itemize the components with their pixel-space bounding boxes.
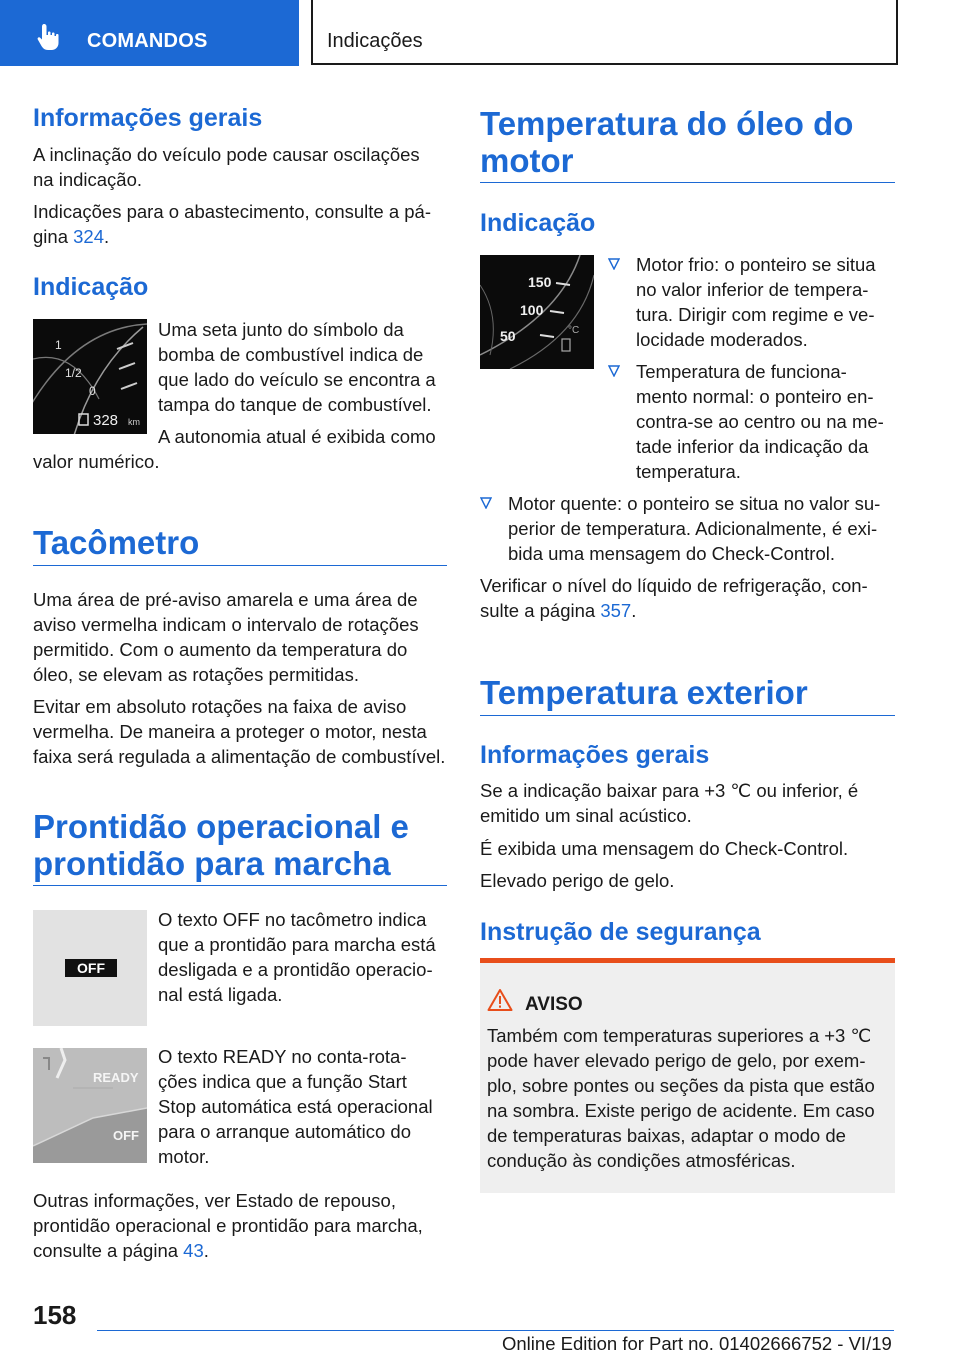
more-info-line: consulte a página 43. <box>33 1240 209 1261</box>
temp-label-100: 100 <box>520 302 544 318</box>
temp-unit: °C <box>568 325 580 336</box>
fuel-text-line: que lado do veículo se encontra a <box>158 369 436 390</box>
temp-label-150: 150 <box>528 274 552 290</box>
info-text-line: gina 324. <box>33 226 110 247</box>
oil-indication-heading: Indicação <box>480 209 596 237</box>
heading-rule <box>480 715 895 716</box>
info-heading: Informações gerais <box>33 104 263 132</box>
chapter-label: COMANDOS <box>87 30 208 52</box>
more-info-line: Outras informações, ver Estado de repouso, <box>33 1190 396 1211</box>
off-text-line: O texto OFF no tacômetro indica <box>158 909 427 930</box>
ready-off-label: OFF <box>113 1128 139 1143</box>
ext-info-heading: Informações gerais <box>480 741 710 769</box>
warning-text: Também com temperaturas superiores a +3 ℃ pode haver elevado perigo de gelo, por exem‐ plo, sobre pontes ou seções da pista que estão na sombra. Existe perigo de acidente. Em caso de temperaturas baixas, adaptar o modo de condução às condições atmosféricas. <box>487 1025 875 1171</box>
fuel-text-line: tampa do tanque de combustível. <box>158 394 432 415</box>
triangle-bullet-icon <box>480 497 492 509</box>
tach-text-line: óleo, se elevam as rotações permitidas. <box>33 664 359 685</box>
info-text-line: A inclinação do veículo pode causar oscilações <box>33 144 420 165</box>
coolant-text-line: Verificar o nível do líquido de refrigeração, con‐ <box>480 575 868 596</box>
page-number: 158 <box>33 1300 77 1330</box>
fuel-gauge-image <box>33 319 147 434</box>
off-text-line: que a prontidão para marcha está <box>158 934 436 955</box>
heading-rule <box>480 182 895 183</box>
heading-rule <box>33 565 447 566</box>
ready-text-line: motor. <box>158 1146 210 1167</box>
hand-pointer-icon <box>36 22 62 52</box>
oil-heading-line2: motor <box>480 142 574 179</box>
fuel-text-line: A autonomia atual é exibida como <box>158 426 436 447</box>
warning-box <box>480 958 895 1193</box>
fuel-range-unit: km <box>128 417 140 427</box>
oil-heading-line1: Temperatura do óleo do <box>480 105 854 142</box>
ready-heading-line1: Prontidão operacional e <box>33 808 409 845</box>
fuel-label-half: 1/2 <box>65 366 82 380</box>
triangle-bullet-icon <box>608 258 620 270</box>
fuel-text-line: valor numérico. <box>33 451 160 472</box>
off-text-line: nal está ligada. <box>158 984 283 1005</box>
temp-label-50: 50 <box>500 328 516 344</box>
tach-text-line: Uma área de pré-aviso amarela e uma área de <box>33 589 418 610</box>
ready-text-line: ções indica que a função Start <box>158 1071 407 1092</box>
section-header <box>311 0 898 65</box>
chapter-tab <box>0 0 299 66</box>
off-text-line: desligada e a prontidão operacio‐ <box>158 959 433 980</box>
ready-text-line: O texto READY no conta-rota‐ <box>158 1046 407 1067</box>
heading-rule <box>33 885 447 886</box>
oil-temp-gauge-image <box>480 255 594 369</box>
off-indicator-image <box>33 910 147 1026</box>
page-link-357[interactable]: 357 <box>600 600 632 621</box>
tach-heading: Tacômetro <box>33 524 200 561</box>
ready-label: READY <box>93 1070 139 1085</box>
off-label: OFF <box>65 959 117 977</box>
ext-text-line: Se a indicação baixar para +3 ℃ ou inferior, é <box>480 780 859 801</box>
ready-indicator-image <box>33 1048 147 1163</box>
page-link-43[interactable]: 43 <box>183 1240 204 1261</box>
tach-text-line: aviso vermelha indicam o intervalo de rotações <box>33 614 419 635</box>
fuel-label-empty: 0 <box>89 384 96 398</box>
indication-heading: Indicação <box>33 273 149 301</box>
ext-text-line: emitido um sinal acústico. <box>480 805 692 826</box>
ready-text-line: Stop automática está operacional <box>158 1096 433 1117</box>
section-title: Indicações <box>327 30 423 52</box>
ext-text-line: Elevado perigo de gelo. <box>480 870 675 891</box>
edition-text: Online Edition for Part no. 01402666752 - VI/19 <box>502 1333 892 1354</box>
warning-title: AVISO <box>525 994 583 1015</box>
fuel-range-value: 328 <box>93 412 119 429</box>
info-text-line: Indicações para o abastecimento, consulte a pá‐ <box>33 201 431 222</box>
triangle-bullet-icon <box>608 365 620 377</box>
ready-text-line: para o arranque automático do <box>158 1121 412 1142</box>
info-text-line: na indicação. <box>33 169 143 190</box>
warning-triangle-icon <box>487 988 513 1012</box>
tach-text-line: Evitar em absoluto rotações na faixa de aviso <box>33 696 407 717</box>
footer-rule <box>97 1330 894 1331</box>
more-info-line: prontidão operacional e prontidão para marcha, <box>33 1215 423 1236</box>
ext-text-line: É exibida uma mensagem do Check-Control. <box>480 838 849 859</box>
fuel-text-line: Uma seta junto do símbolo da <box>158 319 404 340</box>
page-link-324[interactable]: 324 <box>73 226 104 247</box>
fuel-text-line: bomba de combustível indica de <box>158 344 424 365</box>
tach-text-line: vermelha. De maneira a proteger o motor, nesta <box>33 721 427 742</box>
ready-heading-line2: prontidão para marcha <box>33 845 391 882</box>
tach-text-line: permitido. Com o aumento da temperatura do <box>33 639 408 660</box>
tach-text-line: faixa será regulada a alimentação de combustível. <box>33 746 446 767</box>
fuel-label-full: 1 <box>55 338 62 352</box>
coolant-text-line: sulte a página 357. <box>480 600 637 621</box>
safety-heading: Instrução de segurança <box>480 918 761 946</box>
ext-temp-heading: Temperatura exterior <box>480 674 808 711</box>
